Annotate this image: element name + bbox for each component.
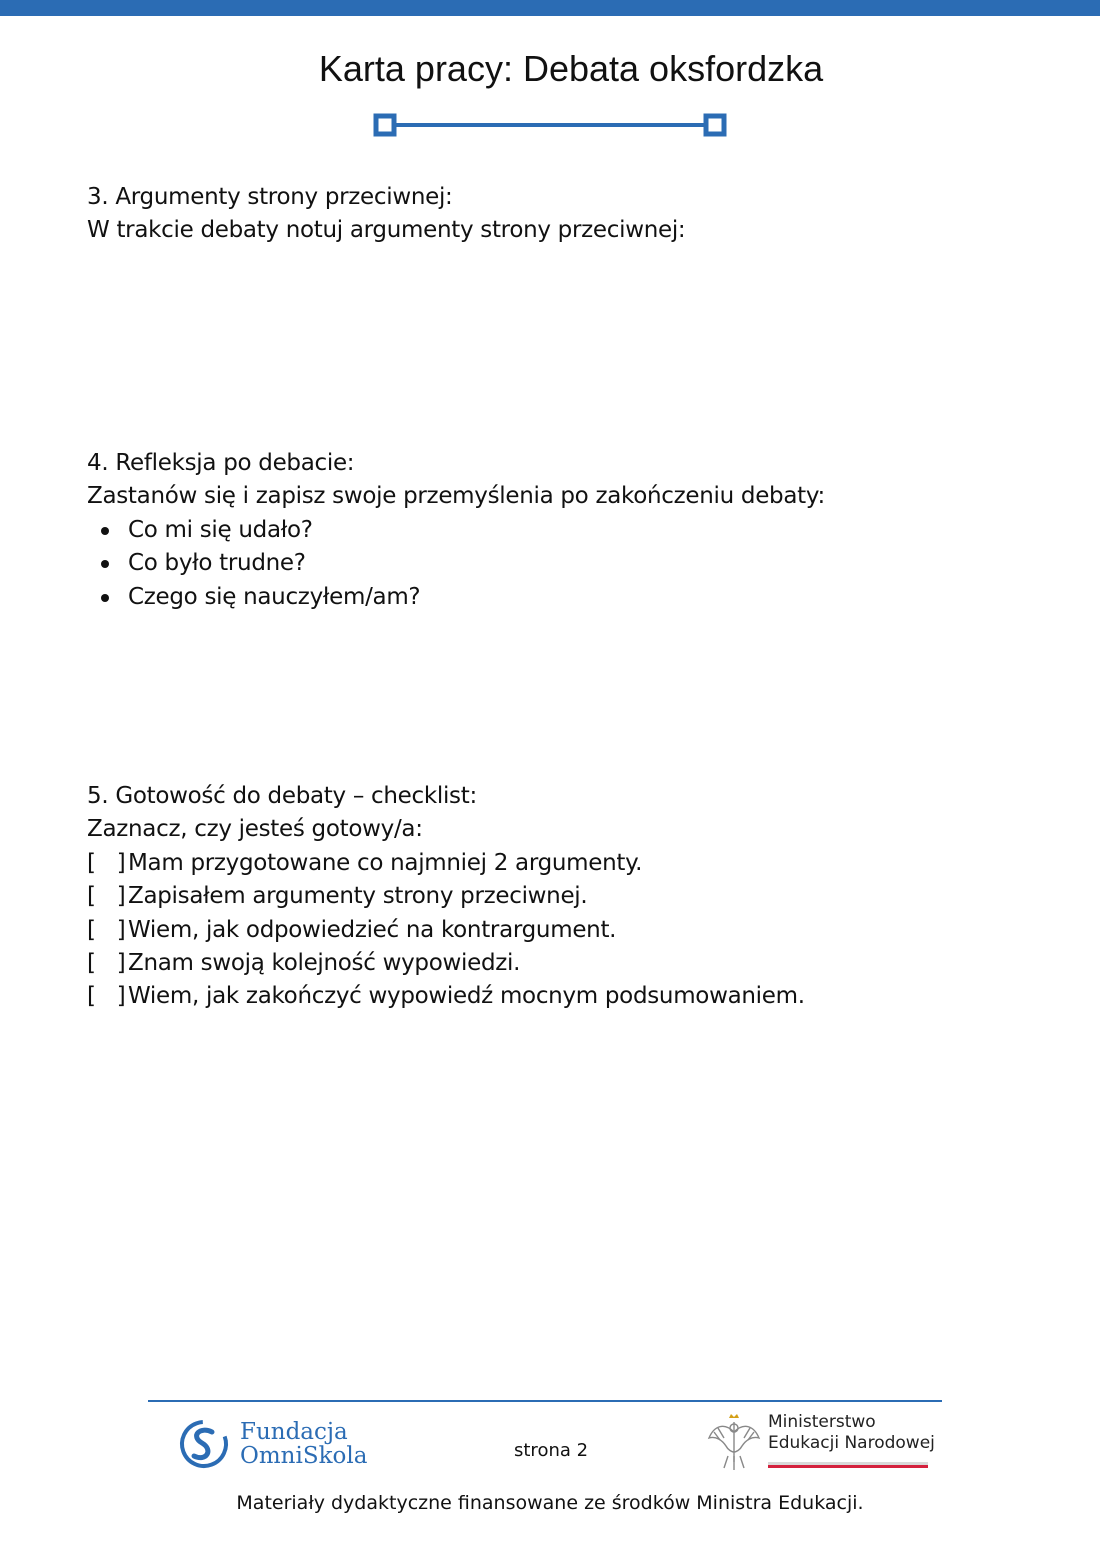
flag-stripe xyxy=(768,1462,928,1468)
footer-divider xyxy=(148,1400,942,1402)
reflection-questions xyxy=(87,514,825,614)
bullet-icon xyxy=(101,527,109,535)
list-item: Co było trudne? xyxy=(87,547,825,580)
funding-note: Materiały dydaktyczne finansowane ze środków Ministra Edukacji. xyxy=(236,1492,864,1514)
checkbox-placeholder: [ ] xyxy=(87,983,126,1010)
bullet-icon xyxy=(101,594,109,602)
foundation-name-line2: OmniSkola xyxy=(240,1443,368,1469)
checklist-item xyxy=(87,947,805,980)
checkbox-placeholder: [ ] xyxy=(87,849,126,876)
checklist-item-label: Zapisałem argumenty strony przeciwnej. xyxy=(128,883,588,910)
section-heading: 5. Gotowość do debaty – checklist: xyxy=(87,783,477,809)
section-heading: 4. Refleksja po debacie: xyxy=(87,450,355,476)
checklist-item-label: Znam swoją kolejność wypowiedzi. xyxy=(128,950,521,977)
top-accent-bar xyxy=(0,0,1100,16)
title-divider xyxy=(372,112,728,138)
ministry-name-line2: Edukacji Narodowej xyxy=(768,1433,935,1453)
foundation-name-line1: Fundacja xyxy=(240,1419,348,1445)
section-instruction: W trakcie debaty notuj argumenty strony przeciwnej: xyxy=(87,217,686,244)
checklist-item xyxy=(87,847,805,880)
list-item: Co mi się udało? xyxy=(87,514,825,547)
checklist-item-label: Mam przygotowane co najmniej 2 argumenty. xyxy=(128,849,643,876)
section-opponent-arguments xyxy=(87,181,685,248)
page-title: Karta pracy: Debata oksfordzka xyxy=(318,48,824,89)
omniskola-s-icon xyxy=(178,1418,230,1470)
checkbox-placeholder: [ ] xyxy=(87,883,126,910)
bullet-icon xyxy=(101,560,109,568)
section-instruction: Zastanów się i zapisz swoje przemyślenia po zakończeniu debaty: xyxy=(87,483,825,510)
section-instruction: Zaznacz, czy jesteś gotowy/a: xyxy=(87,816,423,843)
checkbox-placeholder: [ ] xyxy=(87,950,126,977)
checklist-item xyxy=(87,980,805,1013)
omniskola-logo xyxy=(178,1418,367,1470)
checklist-item-label: Wiem, jak odpowiedzieć na kontrargument. xyxy=(128,916,617,943)
ministry-name-line1: Ministerstwo xyxy=(768,1412,876,1432)
page-number: strona 2 xyxy=(514,1440,589,1461)
section-checklist xyxy=(87,780,805,1014)
section-reflection xyxy=(87,447,825,614)
section-heading: 3. Argumenty strony przeciwnej: xyxy=(87,184,453,210)
checklist-item-label: Wiem, jak zakończyć wypowiedź mocnym podsumowaniem. xyxy=(128,983,805,1010)
list-item: Czego się nauczyłem/am? xyxy=(87,581,825,614)
eagle-emblem-icon xyxy=(706,1412,762,1474)
checklist-item xyxy=(87,880,805,913)
checkbox-placeholder: [ ] xyxy=(87,916,126,943)
checklist-item xyxy=(87,914,805,947)
ministry-logo xyxy=(706,1412,935,1474)
